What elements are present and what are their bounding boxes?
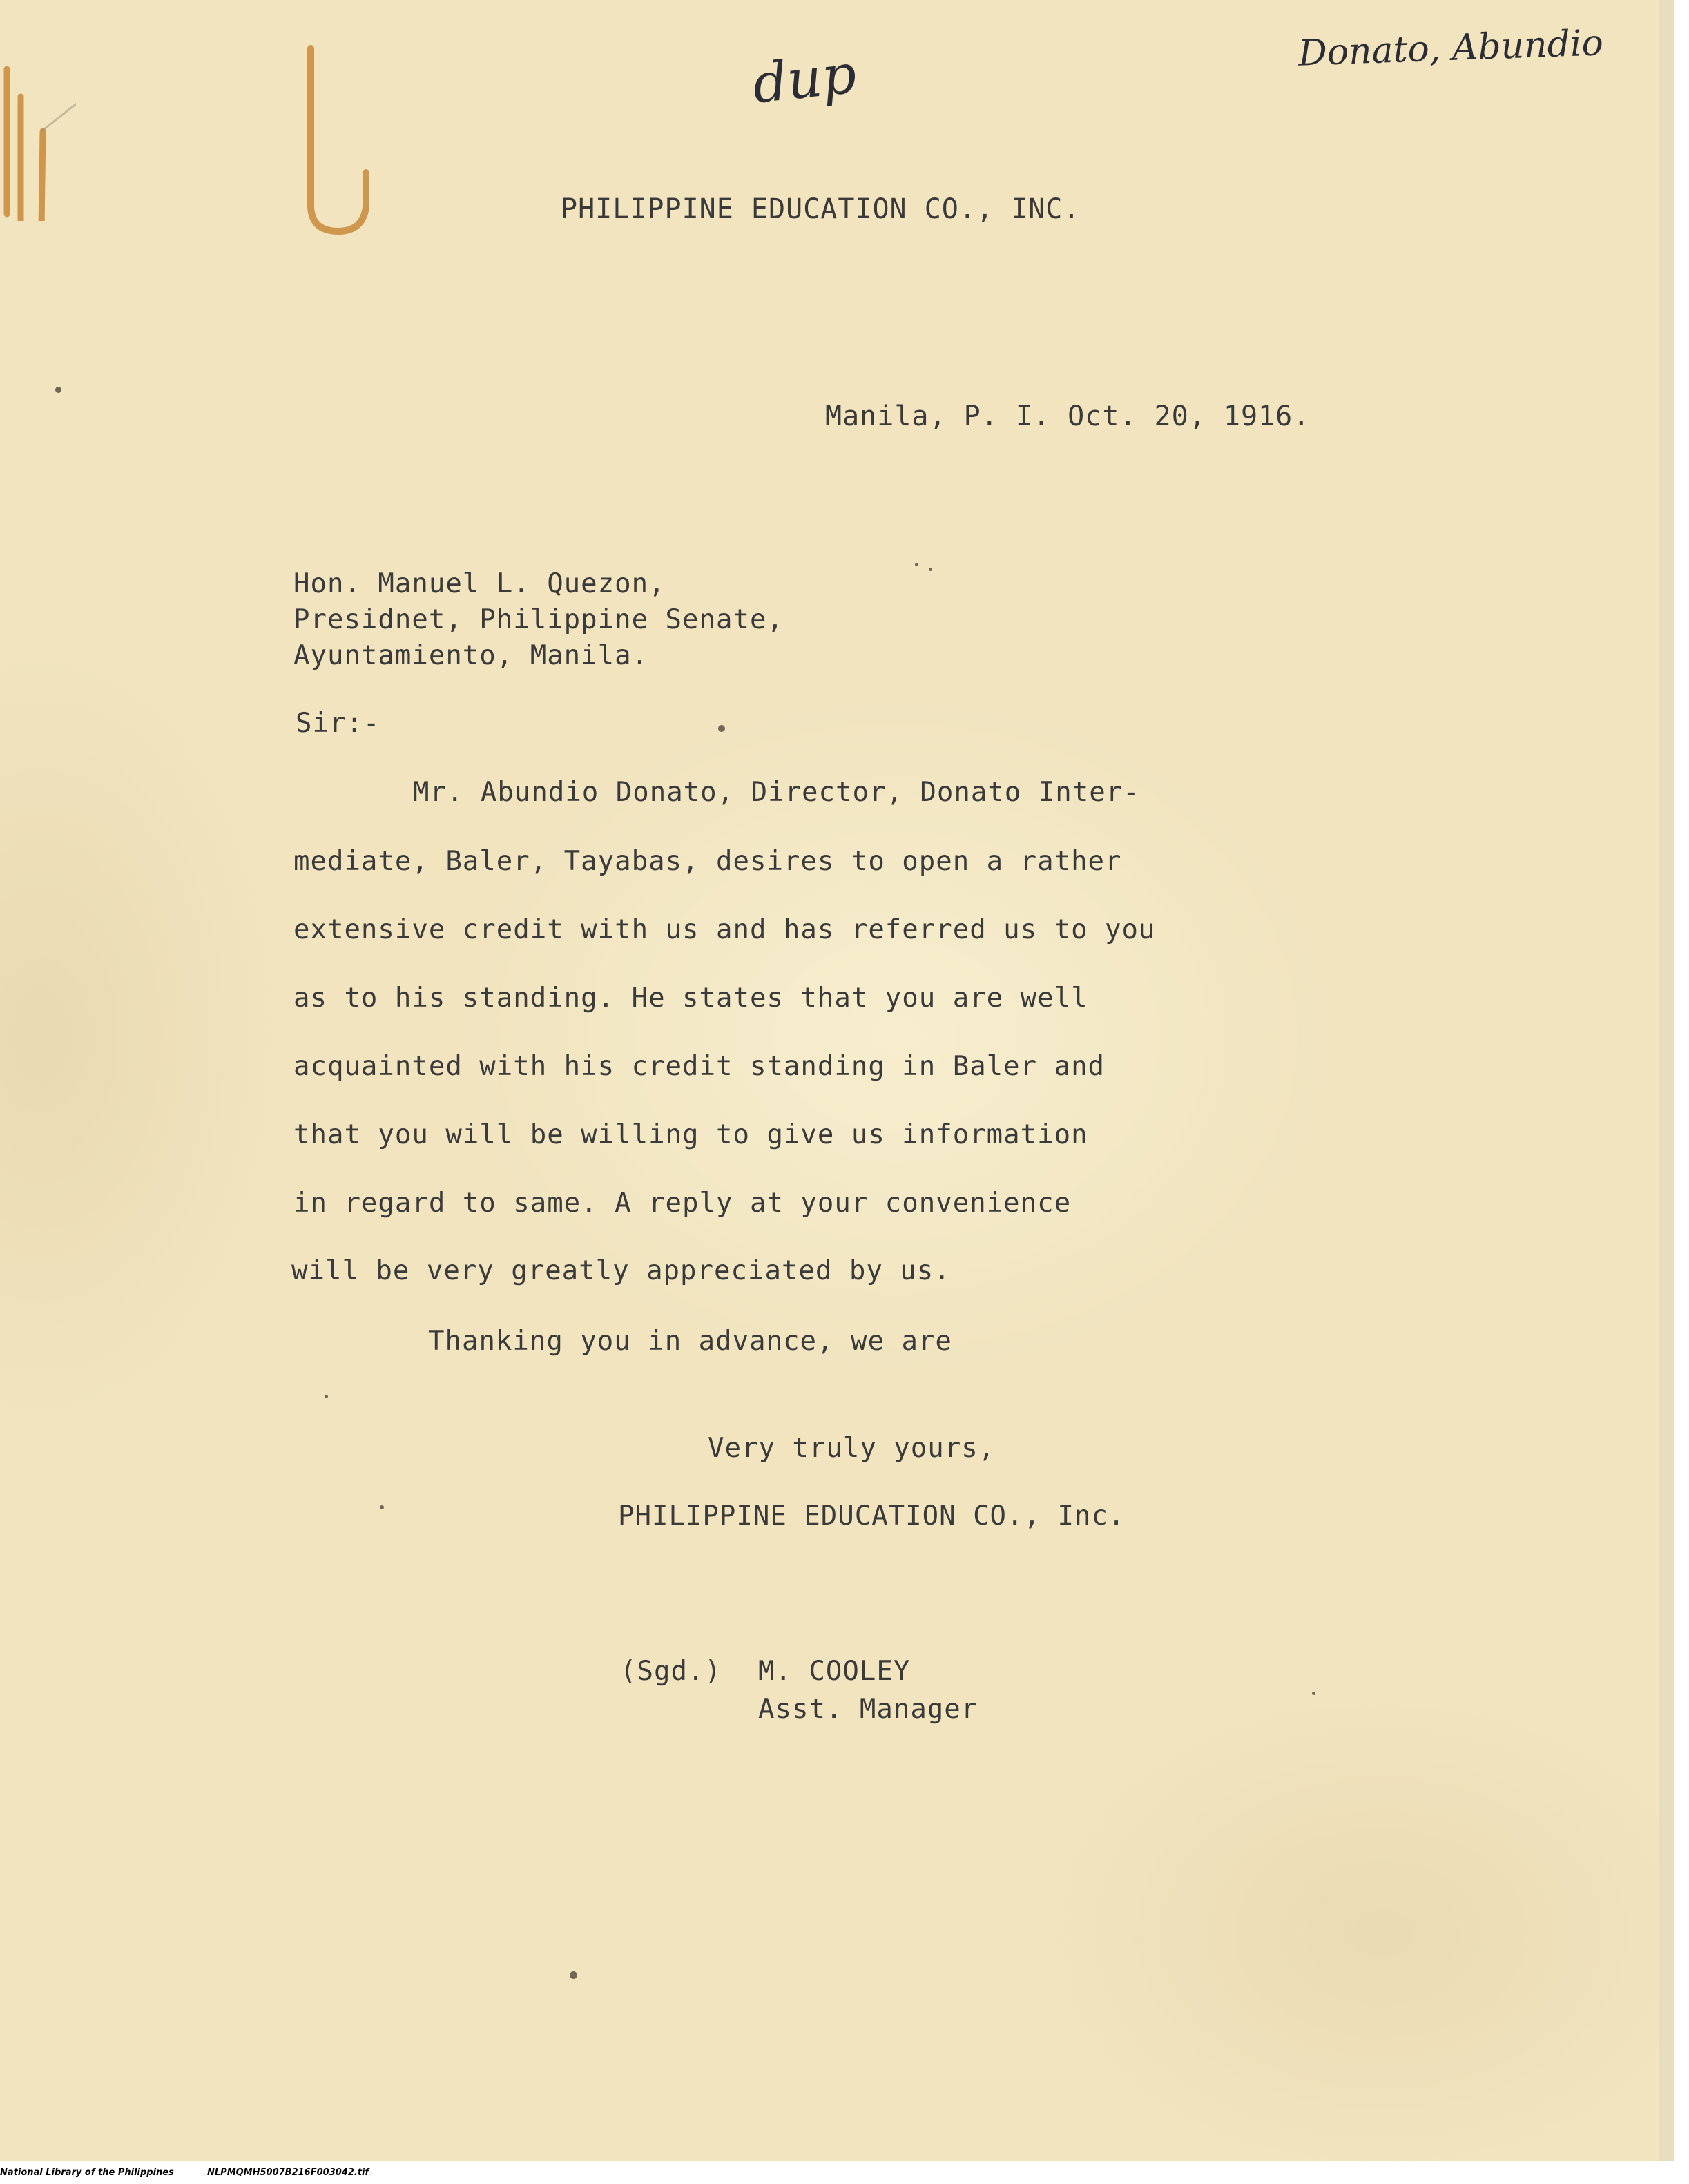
paper-clip-stain-right (297, 41, 394, 242)
file-name: NLPMQMH5007B216F003042.tif (207, 2167, 369, 2178)
paper-speck (325, 1395, 328, 1398)
complimentary-close: Very truly yours, (708, 1433, 996, 1464)
body-line: mediate, Baler, Tayabas, desires to open a rather (293, 846, 1122, 877)
signed-marker: (Sgd.) (620, 1656, 722, 1687)
addressee-line: Hon. Manuel L. Quezon, (293, 568, 666, 599)
library-credit: National Library of the Philippines (0, 2167, 174, 2178)
body-line: Mr. Abundio Donato, Director, Donato Inter- (413, 777, 1140, 808)
page-edge-strip (1659, 0, 1674, 2161)
addressee-line: Presidnet, Philippine Senate, (293, 604, 784, 635)
body-line: extensive credit with us and has referred us to you (293, 914, 1156, 945)
body-line: as to his standing. He states that you are well (293, 983, 1088, 1014)
paper-speck (929, 568, 932, 571)
signatory-name: M. COOLEY (758, 1656, 911, 1687)
paper-speck (915, 563, 918, 566)
paper-speck (380, 1505, 384, 1509)
salutation: Sir:- (296, 708, 380, 739)
addressee-line: Ayuntamiento, Manila. (293, 640, 649, 671)
handwritten-note-top: dup (749, 43, 860, 116)
body-line: acquainted with his credit standing in Baler and (293, 1051, 1106, 1082)
company-signature: PHILIPPINE EDUCATION CO., Inc. (618, 1500, 1126, 1531)
paper-speck (55, 387, 61, 393)
letterhead: PHILIPPINE EDUCATION CO., INC. (561, 193, 1081, 225)
paper-clip-stain-left (0, 41, 76, 221)
body-line: will be very greatly appreciated by us. (291, 1255, 951, 1286)
paper-speck (1312, 1692, 1315, 1695)
paper-speck (570, 1971, 577, 1979)
closing-line: Thanking you in advance, we are (428, 1326, 952, 1357)
paper-speck (718, 725, 725, 732)
signatory-title: Asst. Manager (758, 1694, 978, 1725)
body-line: in regard to same. A reply at your convenience (293, 1188, 1072, 1219)
handwritten-note-corner: Donato, Abundio (1297, 22, 1604, 75)
archive-footer (0, 2163, 1689, 2184)
body-line: that you will be willing to give us information (293, 1119, 1088, 1150)
date-line: Manila, P. I. Oct. 20, 1916. (825, 400, 1311, 432)
